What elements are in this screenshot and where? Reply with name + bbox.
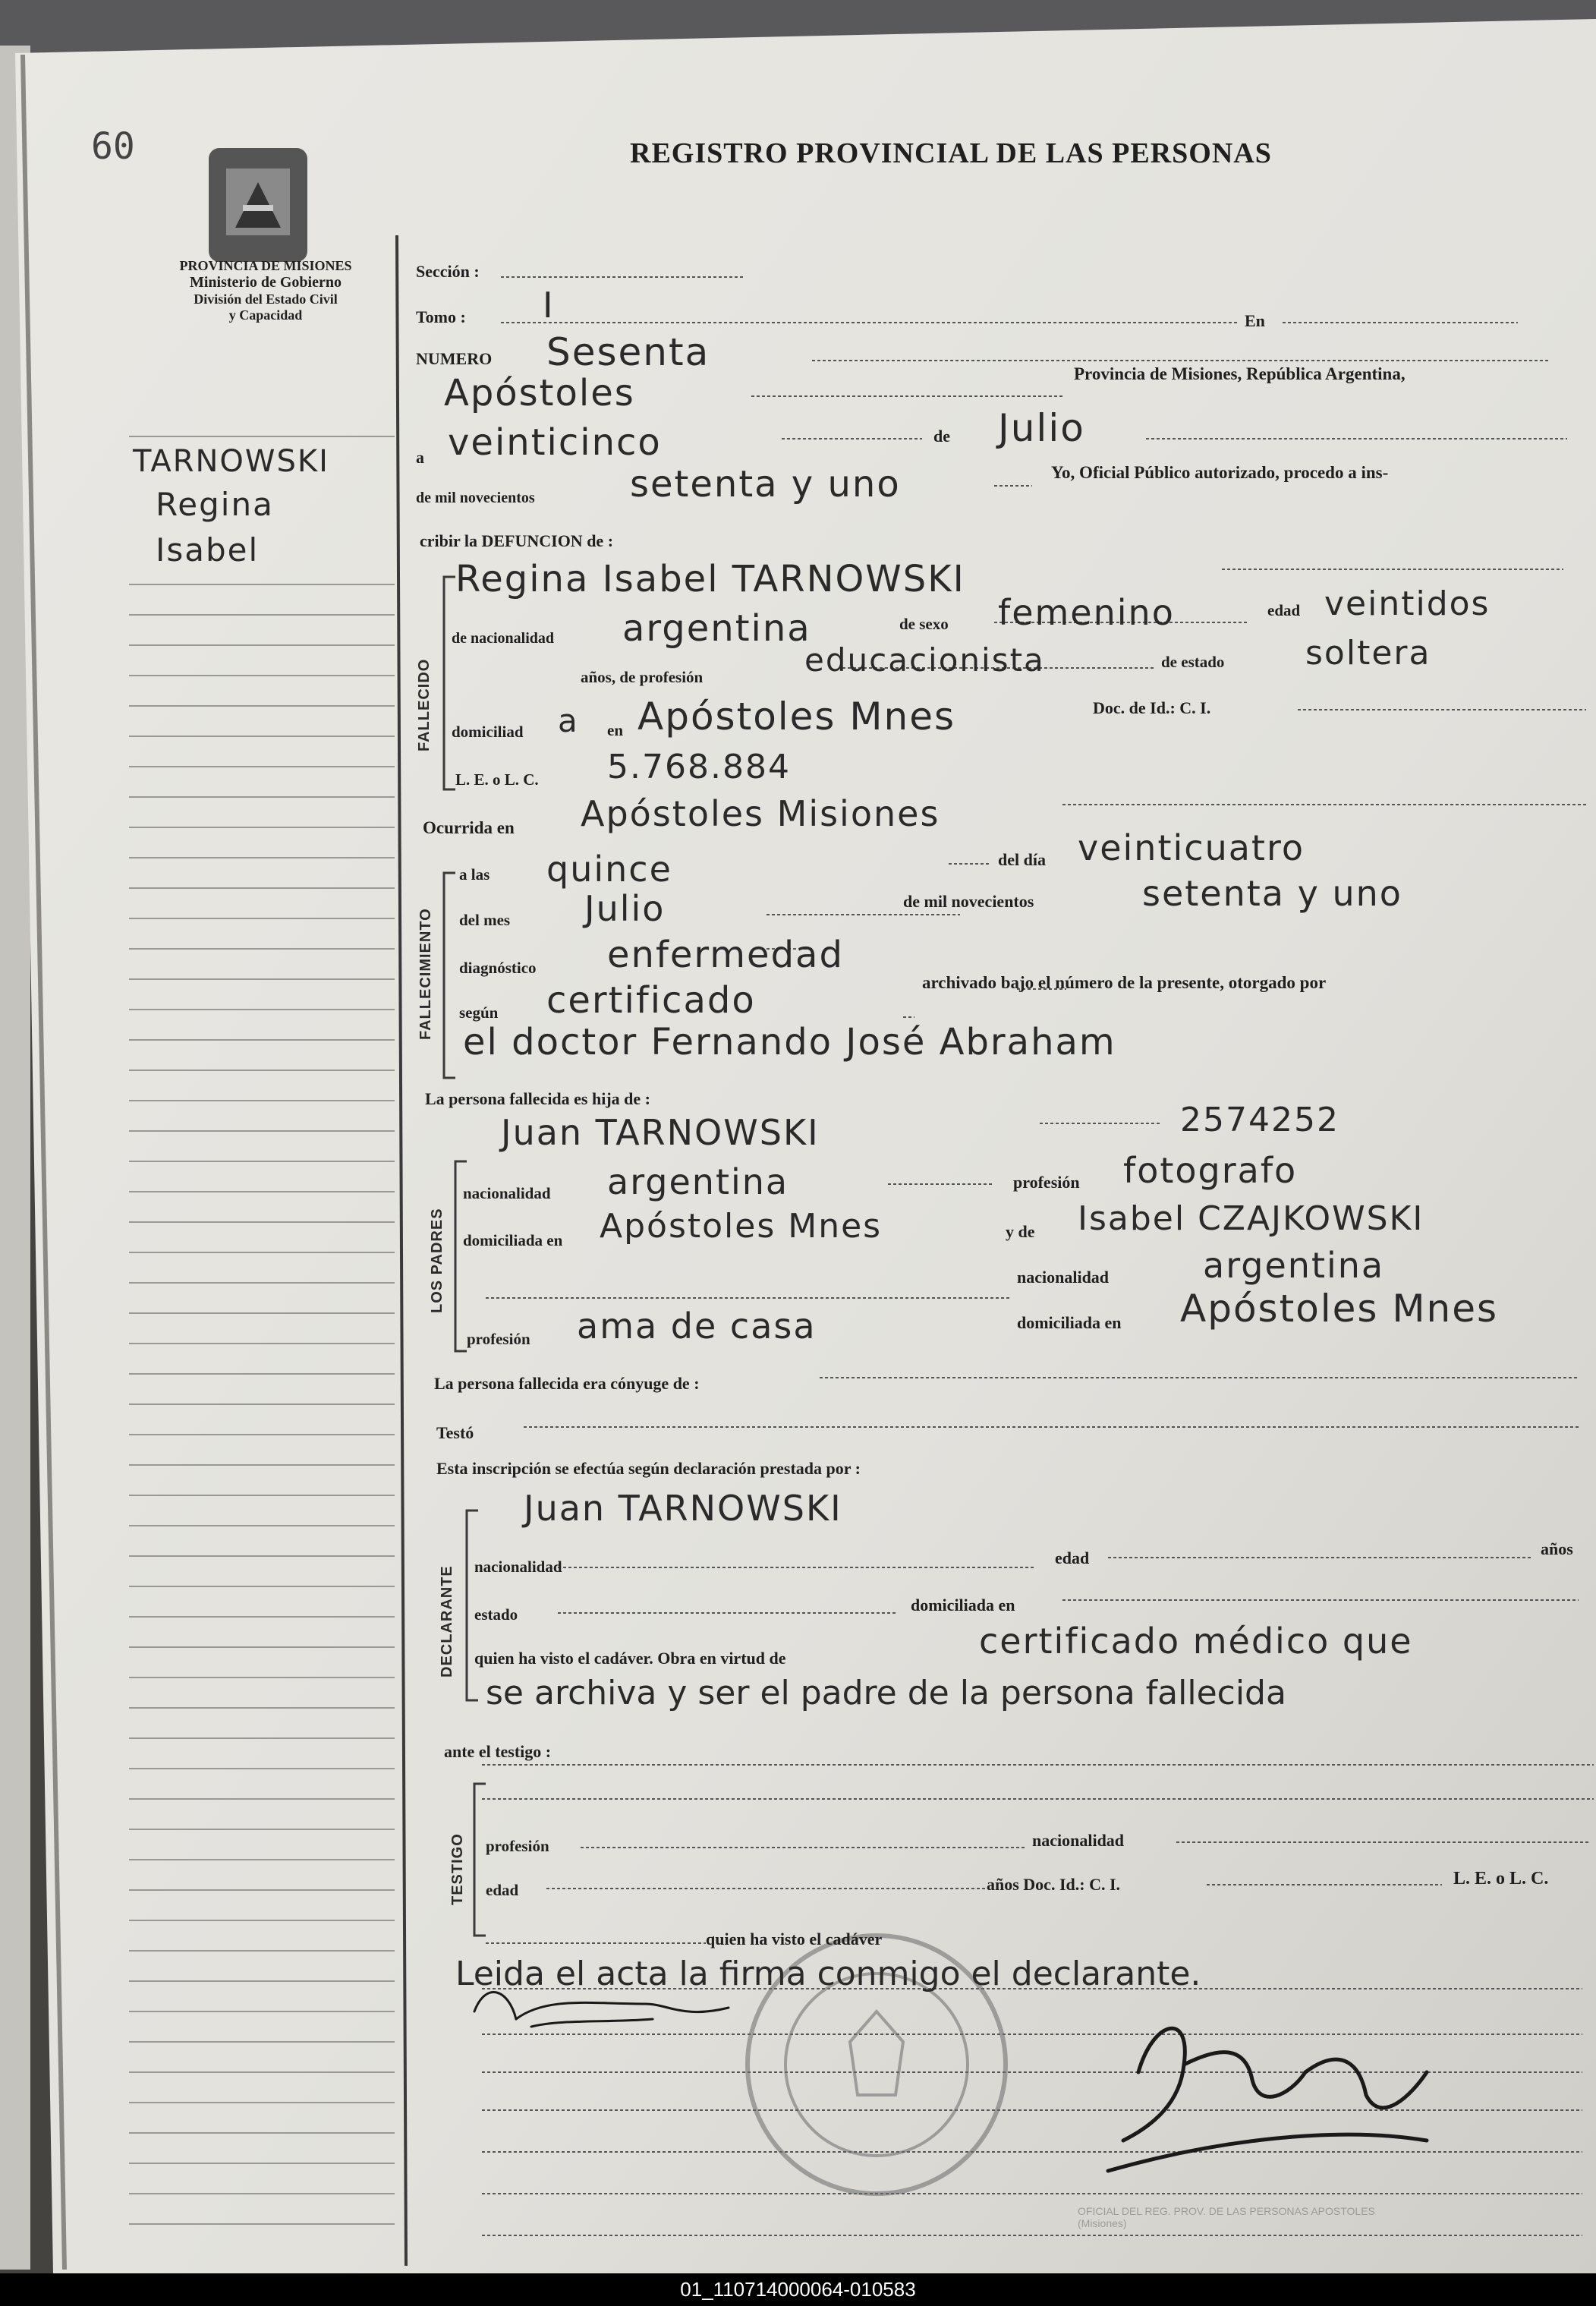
testigo-intro-label: ante el testigo : [444, 1742, 552, 1761]
decl-anos-label: años [1541, 1539, 1573, 1558]
father-nac-label: nacionalidad [463, 1184, 551, 1202]
margin-name-2: Isabel [156, 531, 260, 569]
section-label-fallecimiento: FALLECIMIENTO [417, 908, 434, 1040]
signature-labels [1093, 2049, 1261, 2101]
domiciliado-en-label: en [607, 721, 623, 739]
day-value: veinticinco [448, 421, 662, 464]
anos-profesion-label: años, de profesión [581, 668, 704, 686]
le-value: 5.768.884 [607, 748, 791, 786]
archivado-label: archivado bajo el número de la presente, otorgado por [922, 973, 1327, 992]
anio-value: setenta y uno [1142, 873, 1402, 914]
month-value: Julio [998, 406, 1085, 450]
mother-prof: ama de casa [577, 1306, 817, 1347]
nacionalidad-label: de nacionalidad [452, 630, 555, 647]
father-dom: Apóstoles Mnes [600, 1207, 883, 1246]
tomo-label: Tomo : [416, 307, 466, 326]
registry-title: REGISTRO PROVINCIAL DE LAS PERSONAS [630, 137, 1272, 169]
ocurrida-value: Apóstoles Misiones [581, 793, 940, 834]
mother-dom: Apóstoles Mnes [1180, 1287, 1499, 1331]
domicilio-value: Apóstoles Mnes [637, 695, 956, 739]
issuer-line: División del Estado Civil [194, 291, 338, 307]
t-cadaver-label: quien ha visto el cadáver [706, 1930, 883, 1948]
issuer-line: PROVINCIA DE MISIONES [179, 258, 352, 273]
deceased-name: Regina Isabel TARNOWSKI [455, 558, 965, 600]
t-prof-label: profesión [486, 1837, 549, 1855]
estado-label: de estado [1161, 653, 1225, 671]
father-name: Juan TARNOWSKI [501, 1112, 820, 1153]
year-value: setenta y uno [630, 463, 901, 506]
edad-value: veintidos [1324, 584, 1491, 623]
a-label: a [416, 448, 424, 467]
place-value: Apóstoles [444, 372, 635, 414]
mother-nac: argentina [1203, 1245, 1385, 1286]
t-le-label: L. E. o L. C. [1453, 1869, 1549, 1889]
inscribir-label: cribir la DEFUNCION de : [420, 531, 614, 550]
section-label-testigo: TESTIGO [449, 1833, 466, 1905]
diagnostico-label: diagnóstico [459, 959, 537, 977]
father-nac: argentina [607, 1161, 789, 1202]
del-dia-label: del día [998, 850, 1046, 869]
domiciliado-label [452, 723, 524, 742]
conyuge-label: La persona fallecida era cónyuge de : [434, 1374, 700, 1393]
father-prof: fotografo [1123, 1150, 1298, 1191]
le-label: L. E. o L. C. [455, 770, 539, 789]
del-mes-label: del mes [459, 911, 511, 929]
mother-dom-label: domiciliada en [1017, 1313, 1122, 1332]
y-de-label: y de [1006, 1222, 1035, 1241]
mother-name: Isabel CZAJKOWSKI [1078, 1199, 1424, 1238]
ocurrida-label: Ocurrida en [423, 818, 515, 837]
en-label: En [1245, 311, 1265, 330]
section-label-padres: LOS PADRES [429, 1208, 445, 1313]
hora-value: quince [546, 849, 672, 890]
declarant-name: Juan TARNOWSKI [524, 1488, 842, 1529]
section-label-fallecido: FALLECIDO [416, 658, 433, 751]
father-doc: 2574252 [1180, 1101, 1339, 1139]
estado-value: soltera [1305, 634, 1431, 673]
father-dom-label: domiciliada en [463, 1231, 563, 1249]
nacionalidad-value: argentina [622, 607, 811, 650]
mil-label: de mil novecientos [903, 892, 1034, 911]
doctor-value: el doctor Fernando José Abraham [463, 1021, 1116, 1063]
sexo-label: de sexo [899, 615, 949, 633]
t-nac-label: nacionalidad [1032, 1831, 1125, 1850]
issuer-block [121, 258, 410, 323]
officer-text: Yo, Oficial Público autorizado, procedo a ins- [1051, 463, 1389, 482]
decl-estado-label: estado [474, 1605, 518, 1624]
scan-code-footer: 01_110714000064-010583 [0, 2273, 1596, 2306]
mother-nac-label: nacionalidad [1017, 1268, 1110, 1287]
cadaver-label: quien ha visto el cadáver. Obra en virtud de [474, 1649, 786, 1668]
testo-label: Testó [436, 1423, 474, 1442]
cadaver-value: certificado médico que [979, 1621, 1413, 1662]
diagnostico-value: enfermedad [607, 934, 844, 976]
t-anos-doc-label: años Doc. Id.: C. I. [987, 1875, 1121, 1894]
issuer-line: y Capacidad [228, 307, 303, 323]
declaracion-label: Esta inscripción se efectúa según declaración prestada por : [436, 1459, 861, 1478]
domiciliado-suffix: a [558, 702, 579, 739]
page-number: 60 [91, 125, 135, 168]
de-label: de [933, 427, 950, 446]
a-las-label: a las [459, 865, 490, 884]
closing-statement: Leida el acta la firma conmigo el declarante. [455, 1955, 1201, 1993]
margin-surname: TARNOWSKI [133, 444, 329, 479]
segun-value: certificado [546, 979, 756, 1022]
decl-nac-label: nacionalidad [474, 1558, 562, 1576]
profesion-value: educacionista [804, 641, 1045, 679]
issuer-line: Ministerio de Gobierno [190, 274, 342, 291]
officer-signature-text [1093, 2049, 1261, 2101]
stamp-text: OFICIAL DEL REG. PROV. DE LAS PERSONAS APOSTOLES (Misiones) [1078, 2205, 1375, 2229]
section-label-declarante: DECLARANTE [439, 1565, 455, 1678]
stamp-caption [1078, 2205, 1396, 2229]
numero-label: NUMERO [416, 349, 493, 368]
decl-dom-label: domiciliada en [911, 1596, 1015, 1615]
seccion-label: Sección : [416, 262, 480, 281]
decl-edad-label: edad [1055, 1548, 1090, 1567]
sexo-value: femenino [998, 592, 1175, 633]
edad-label: edad [1267, 601, 1301, 619]
margin-name-1: Regina [156, 486, 274, 523]
crest-icon [209, 148, 307, 262]
numero-value: Sesenta [546, 330, 710, 374]
father-prof-label: profesión [1013, 1173, 1080, 1192]
hija-label: La persona fallecida es hija de : [425, 1089, 650, 1108]
dia-value: veinticuatro [1078, 827, 1305, 868]
year-prefix-label: de mil novecientos [416, 490, 535, 506]
segun-label: según [459, 1003, 499, 1022]
doc-label: Doc. de Id.: C. I. [1093, 698, 1211, 717]
mother-prof-label: profesión [467, 1330, 530, 1348]
domiciliado-label-text: domiciliad [452, 723, 524, 741]
tomo-value: I [543, 285, 555, 326]
mes-value: Julio [584, 888, 666, 929]
t-edad-label: edad [486, 1881, 519, 1899]
provincia-label: Provincia de Misiones, República Argentina, [1074, 364, 1406, 383]
declarant-signature-label [471, 1989, 641, 2024]
declarant-signature-text [471, 1989, 641, 2024]
cadaver-value-2: se archiva y ser el padre de la persona fallecida [486, 1674, 1286, 1712]
